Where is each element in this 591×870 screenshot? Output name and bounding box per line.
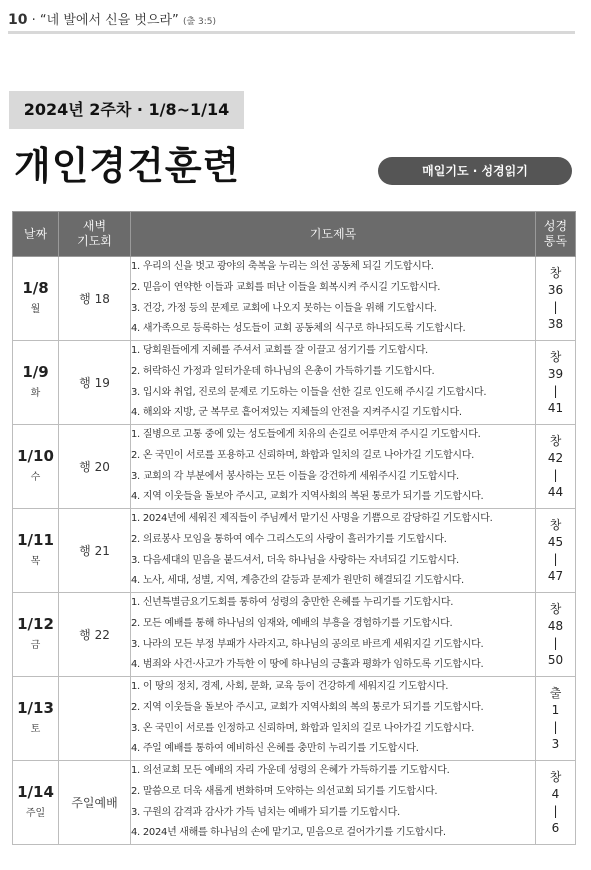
- dawn-service-cell: 행 22: [59, 593, 131, 677]
- prayer-item: 1. 질병으로 고통 중에 있는 성도들에게 치유의 손길로 어루만져 주시길 기도합시다.: [131, 429, 481, 441]
- bible-reading-part: 41: [547, 400, 564, 415]
- header-bible-line2: 통독: [543, 234, 568, 248]
- header-dawn-line2: 기도회: [77, 234, 112, 248]
- bible-reading-part: 45: [547, 534, 564, 549]
- bible-reading-part: 1: [551, 702, 560, 717]
- table-body: [13, 257, 576, 845]
- header-dawn-service: [59, 212, 131, 257]
- bible-reading-cell: [536, 593, 576, 677]
- header-bible-line1: 성경: [543, 219, 568, 233]
- prayer-item: 1. 의선교회 모든 예배의 자리 가운데 성령의 은혜가 가득하기를 기도합시다.: [131, 765, 450, 777]
- weekday-label: 월: [30, 303, 41, 315]
- bible-reading-cell: [536, 257, 576, 341]
- date-value: 1/13: [17, 698, 54, 717]
- header-date: 날짜: [13, 212, 59, 257]
- date-cell: [13, 761, 59, 845]
- prayer-topics-cell: [131, 509, 536, 593]
- weekday-label: 화: [30, 387, 41, 399]
- prayer-item: 4. 해외와 지방, 군 복무로 흩어져있는 지체들의 안전을 지켜주시길 기도합시다.: [131, 407, 462, 419]
- prayer-item: 3. 나라의 모든 부정 부패가 사라지고, 하나님의 공의로 바르게 세워지길 기도합시다.: [131, 638, 484, 650]
- bible-reading-part: |: [553, 803, 558, 818]
- prayer-topics-cell: [131, 257, 536, 341]
- bible-reading-part: 44: [547, 484, 564, 499]
- bible-reading-part: |: [553, 635, 558, 650]
- date-cell: [13, 509, 59, 593]
- weekday-label: 목: [30, 555, 41, 567]
- bible-reading-part: 6: [551, 820, 560, 835]
- bible-reading-part: 4: [551, 786, 560, 801]
- prayer-item: 3. 다음세대의 믿음을 붙드셔서, 더욱 하나님을 사랑하는 자녀되길 기도합시다.: [131, 554, 459, 566]
- prayer-item: 4. 노사, 세대, 성별, 지역, 계층간의 갈등과 문제가 원만히 해결되길 기도합시다.: [131, 575, 464, 587]
- bible-reading-part: 창: [549, 433, 562, 448]
- prayer-item: 3. 건강, 가정 등의 문제로 교회에 나오지 못하는 이들을 위해 기도합시다.: [131, 302, 437, 314]
- prayer-item: 4. 새가족으로 등록하는 성도들이 교회 공동체의 식구로 하나되도록 기도합시다.: [131, 323, 466, 335]
- bible-reading-part: 47: [547, 568, 564, 583]
- bible-reading-part: 38: [547, 316, 564, 331]
- prayer-item: 2. 모든 예배를 통해 하나님의 임재와, 예배의 부흥을 경험하기를 기도합시다.: [131, 617, 453, 629]
- date-value: 1/12: [17, 614, 54, 633]
- header-bible-reading: [536, 212, 576, 257]
- scripture-reference: (출 3:5): [182, 17, 216, 27]
- header-divider: [8, 31, 575, 34]
- table-row: [13, 425, 576, 509]
- prayer-item: 2. 지역 이웃들을 돌보아 주시고, 교회가 지역사회의 복의 통로가 되기를 기도합시다.: [131, 701, 484, 713]
- table-row: [13, 341, 576, 425]
- table-row: [13, 257, 576, 341]
- prayer-item: 1. 당회원들에게 지혜를 주셔서 교회를 잘 이끌고 섬기기를 기도합시다.: [131, 345, 428, 357]
- date-cell: [13, 677, 59, 761]
- period-label: 2024년 2주차 · 1/8~1/14: [9, 91, 244, 129]
- bible-reading-part: 36: [547, 282, 564, 297]
- bible-reading-part: 창: [549, 601, 562, 616]
- prayer-item: 1. 이 땅의 정치, 경제, 사회, 문화, 교육 등이 건강하게 세워지길 기도합시다.: [131, 681, 449, 693]
- bible-reading-part: |: [553, 719, 558, 734]
- date-value: 1/9: [22, 362, 49, 381]
- dawn-service-cell: 행 21: [59, 509, 131, 593]
- bible-reading-part: 출: [549, 685, 562, 700]
- dawn-service-cell: 행 20: [59, 425, 131, 509]
- page-number: 10: [8, 12, 28, 28]
- bible-reading-part: |: [553, 383, 558, 398]
- bible-reading-cell: [536, 509, 576, 593]
- prayer-item: 4. 주일 예배를 통하여 예비하신 은혜를 충만히 누리기를 기도합시다.: [131, 743, 419, 755]
- date-value: 1/10: [17, 446, 54, 465]
- dawn-service-cell: 행 19: [59, 341, 131, 425]
- bible-reading-part: 창: [549, 265, 562, 280]
- dawn-service-cell: [59, 677, 131, 761]
- dawn-service-cell: 주일예배: [59, 761, 131, 845]
- table-row: [13, 677, 576, 761]
- weekday-label: 주일: [25, 807, 46, 819]
- bible-reading-cell: [536, 341, 576, 425]
- bible-reading-part: |: [553, 551, 558, 566]
- bible-reading-part: 42: [547, 450, 564, 465]
- weekday-label: 금: [30, 639, 41, 651]
- header-dawn-line1: 새벽: [82, 219, 107, 233]
- header-prayer-topics: 기도제목: [131, 212, 536, 257]
- weekday-label: 토: [30, 723, 41, 735]
- prayer-item: 1. 2024년에 세워진 제직들이 주님께서 맡기신 사명을 기쁨으로 감당하길 기도합시다.: [131, 513, 493, 525]
- prayer-topics-cell: [131, 425, 536, 509]
- date-cell: [13, 257, 59, 341]
- bible-reading-part: |: [553, 299, 558, 314]
- prayer-item: 1. 우리의 신을 벗고 광야의 축복을 누리는 의선 공동체 되길 기도합시다.: [131, 261, 434, 273]
- prayer-topics-cell: [131, 341, 536, 425]
- prayer-item: 2. 믿음이 연약한 이들과 교회를 떠난 이들을 회복시켜 주시길 기도합시다.: [131, 281, 441, 293]
- prayer-item: 2. 의료봉사 모임을 통하여 예수 그리스도의 사랑이 흘러가기를 기도합시다.: [131, 533, 447, 545]
- date-value: 1/11: [17, 530, 54, 549]
- prayer-item: 3. 온 국민이 서로를 인정하고 신뢰하며, 화합과 일치의 길로 나아가길 기도합시다.: [131, 722, 475, 734]
- prayer-topics-cell: [131, 593, 536, 677]
- weekday-label: 수: [30, 471, 41, 483]
- prayer-item: 3. 구원의 감격과 감사가 가득 넘치는 예배가 되기를 기도합시다.: [131, 806, 400, 818]
- bible-reading-part: 창: [549, 769, 562, 784]
- prayer-topics-cell: [131, 761, 536, 845]
- section-pill: 매일기도 · 성경읽기: [378, 157, 572, 185]
- date-cell: [13, 593, 59, 677]
- bible-reading-part: |: [553, 467, 558, 482]
- prayer-item: 2. 온 국민이 서로를 포용하고 신뢰하며, 화합과 일치의 길로 나아가길 기도합시다.: [131, 449, 475, 461]
- prayer-item: 2. 말씀으로 더욱 새롭게 변화하며 도약하는 의선교회 되기를 기도합시다.: [131, 785, 438, 797]
- table-row: [13, 761, 576, 845]
- bible-reading-cell: [536, 677, 576, 761]
- bible-reading-part: 창: [549, 349, 562, 364]
- bible-reading-part: 48: [547, 618, 564, 633]
- table-row: [13, 593, 576, 677]
- bible-reading-part: 3: [551, 736, 560, 751]
- prayer-item: 3. 교회의 각 부분에서 봉사하는 모든 이들을 강건하게 세워주시길 기도합시다.: [131, 470, 459, 482]
- table-row: [13, 509, 576, 593]
- bible-reading-part: 39: [547, 366, 564, 381]
- prayer-item: 4. 2024년 새해를 하나님의 손에 맡기고, 믿음으로 걸어가기를 기도합시다.: [131, 827, 446, 839]
- bible-reading-cell: [536, 425, 576, 509]
- prayer-item: 1. 신년특별금요기도회를 통하여 성령의 충만한 은혜를 누리기를 기도합시다.: [131, 597, 454, 609]
- header-separator: ·: [31, 13, 36, 28]
- bible-reading-part: 50: [547, 652, 564, 667]
- running-header: [8, 9, 216, 28]
- dawn-service-cell: 행 18: [59, 257, 131, 341]
- prayer-item: 3. 입시와 취업, 진로의 문제로 기도하는 이들을 선한 길로 인도해 주시길 기도합시다.: [131, 386, 487, 398]
- table-header-row: [13, 212, 576, 257]
- prayer-topics-cell: [131, 677, 536, 761]
- prayer-item: 2. 허락하신 가정과 일터가운데 하나님의 은총이 가득하기를 기도합시다.: [131, 365, 435, 377]
- bible-reading-cell: [536, 761, 576, 845]
- prayer-schedule-table: [12, 211, 576, 845]
- running-title: “네 발에서 신을 벗으라”: [39, 13, 179, 28]
- date-cell: [13, 425, 59, 509]
- date-value: 1/14: [17, 782, 54, 801]
- date-cell: [13, 341, 59, 425]
- prayer-item: 4. 범죄와 사건·사고가 가득한 이 땅에 하나님의 긍휼과 평화가 임하도록 기도합시다.: [131, 659, 484, 671]
- date-value: 1/8: [22, 278, 49, 297]
- bible-reading-part: 창: [549, 517, 562, 532]
- page-title: 개인경건훈련: [14, 144, 241, 188]
- prayer-item: 4. 지역 이웃들을 돌보아 주시고, 교회가 지역사회의 복된 통로가 되기를 기도합시다.: [131, 491, 484, 503]
